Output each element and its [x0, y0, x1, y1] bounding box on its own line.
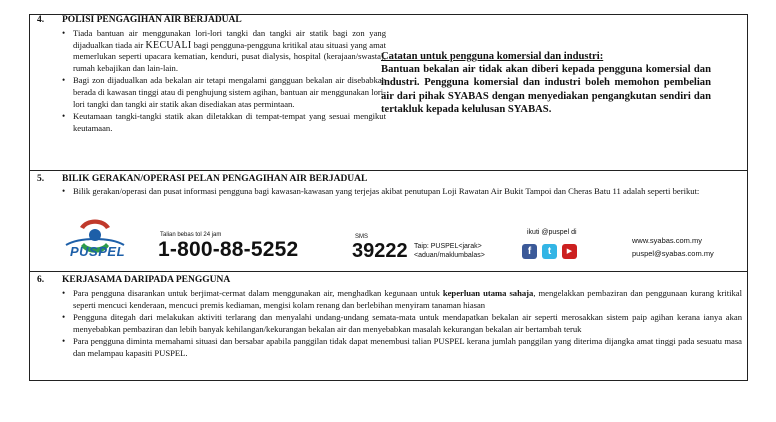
section-6-title: KERJASAMA DARIPADA PENGGUNA	[62, 275, 231, 285]
twitter-icon[interactable]: t	[542, 244, 557, 259]
sms-format-line: Taip: PUSPEL<jarak>	[414, 243, 482, 250]
list-item: • Para pengguna disarankan untuk berjimat-cermat dalam menggunakan air, menghadkan kegunaan untuk keperluan utama sahaja, mengelakkan pembaziran dan penggunaan kurang kritikal seperti mencuci kenderaan, mencuci premis kediaman, mengisi kolam renang dan berlebihan menyiram tanaman hiasan	[62, 288, 742, 311]
email-link[interactable]: puspel@syabas.com.my	[632, 249, 714, 258]
section-4-number: 4.	[37, 15, 45, 25]
sms-number: 39222	[352, 240, 408, 262]
list-item: • Tiada bantuan air menggunakan lori-lori tangki dan tangki air statik bagi zon yang dijadualkan tiada air KECUALI bagi pengguna-pengguna kritikal atau situasi yang amat memerlukan seperti upacara kematian, kenduri, pusat dialysis, hospital (kerajaan/swasta), rumah kebajikan dan lain-lain.	[62, 28, 386, 74]
puspel-logo-text: PUSPEL	[70, 244, 126, 259]
list-item: • Para pengguna diminta memahami situasi dan bersabar apabila panggilan tidak dapat menembusi talian PUSPEL kerana jumlah panggilan yang diterima dijangka amat tinggi pada sesuatu masa dan melampau kapasiti PUSPEL.	[62, 336, 742, 359]
note-title: Catatan untuk pengguna komersial dan industri:	[381, 51, 604, 62]
sms-format	[414, 242, 485, 260]
keyword-keperluan: keperluan utama sahaja	[442, 288, 534, 298]
section-4-title: POLISI PENGAGIHAN AIR BERJADUAL	[62, 15, 242, 25]
website-link[interactable]: www.syabas.com.my	[632, 236, 703, 245]
list-item: • Bilik gerakan/operasi dan pusat informasi pengguna bagi kawasan-kawasan yang terjejas akibat penutupan Loji Rawatan Air Bukit Tampoi dan Cheras Batu 11 adalah seperti berikut:	[62, 186, 742, 198]
row-divider	[30, 271, 747, 272]
list-item: • Keutamaan tangki-tangki statik akan diletakkan di tempat-tempat yang sesuai mengikut keutamaan.	[62, 111, 386, 134]
commercial-note	[381, 50, 711, 116]
social-caption: ikuti @puspel di	[527, 229, 577, 236]
hotline-caption: Talian bebas tol 24 jam	[160, 232, 222, 238]
section-6-list	[62, 288, 742, 361]
section-5-list	[62, 186, 742, 199]
youtube-icon[interactable]: ▶	[562, 244, 577, 259]
note-body: Bantuan bekalan air tidak akan diberi kepada pengguna komersial dan industri. Pengguna komersial dan industri boleh memohon pembelian air dari pihak SYABAS dengan menyediakan pengangkutan sendiri dan tertakluk kepada kelulusan SYABAS.	[381, 64, 711, 115]
hotline-number: 1-800-88-5252	[158, 238, 299, 261]
section-5-title: BILIK GERAKAN/OPERASI PELAN PENGAGIHAN AIR BERJADUAL	[62, 174, 368, 184]
facebook-icon[interactable]: f	[522, 244, 537, 259]
sms-format-line: <aduan/maklumbalas>	[414, 252, 485, 259]
section-6-number: 6.	[37, 275, 45, 285]
section-5-number: 5.	[37, 174, 45, 184]
row-divider	[30, 170, 747, 171]
list-item: • Bagi zon dijadualkan ada bekalan air tetapi mengalami gangguan bekalan air disebabkan berada di kawasan tinggi atau di penghujung sistem agihan, bantuan air menggunakan lori-lori tangki dan tangki air statik akan disediakan atas permintaan.	[62, 75, 386, 110]
section-4-list	[62, 28, 386, 135]
list-item: • Pengguna ditegah dari melakukan aktiviti terlarang dan menyalahi undang-undang semata-mata untuk mendapatkan bekalan air seperti merosakkan sistem paip agihan kerana ianya akan menyebabkan pembaziran dan lebih banyak kehilangan/kekurangan bekalan air dan menyebabkan masalah kekurangan bekalan air bertambah teruk	[62, 312, 742, 335]
keyword-kecuali: KECUALI	[145, 39, 192, 51]
sms-caption: SMS	[355, 234, 369, 240]
